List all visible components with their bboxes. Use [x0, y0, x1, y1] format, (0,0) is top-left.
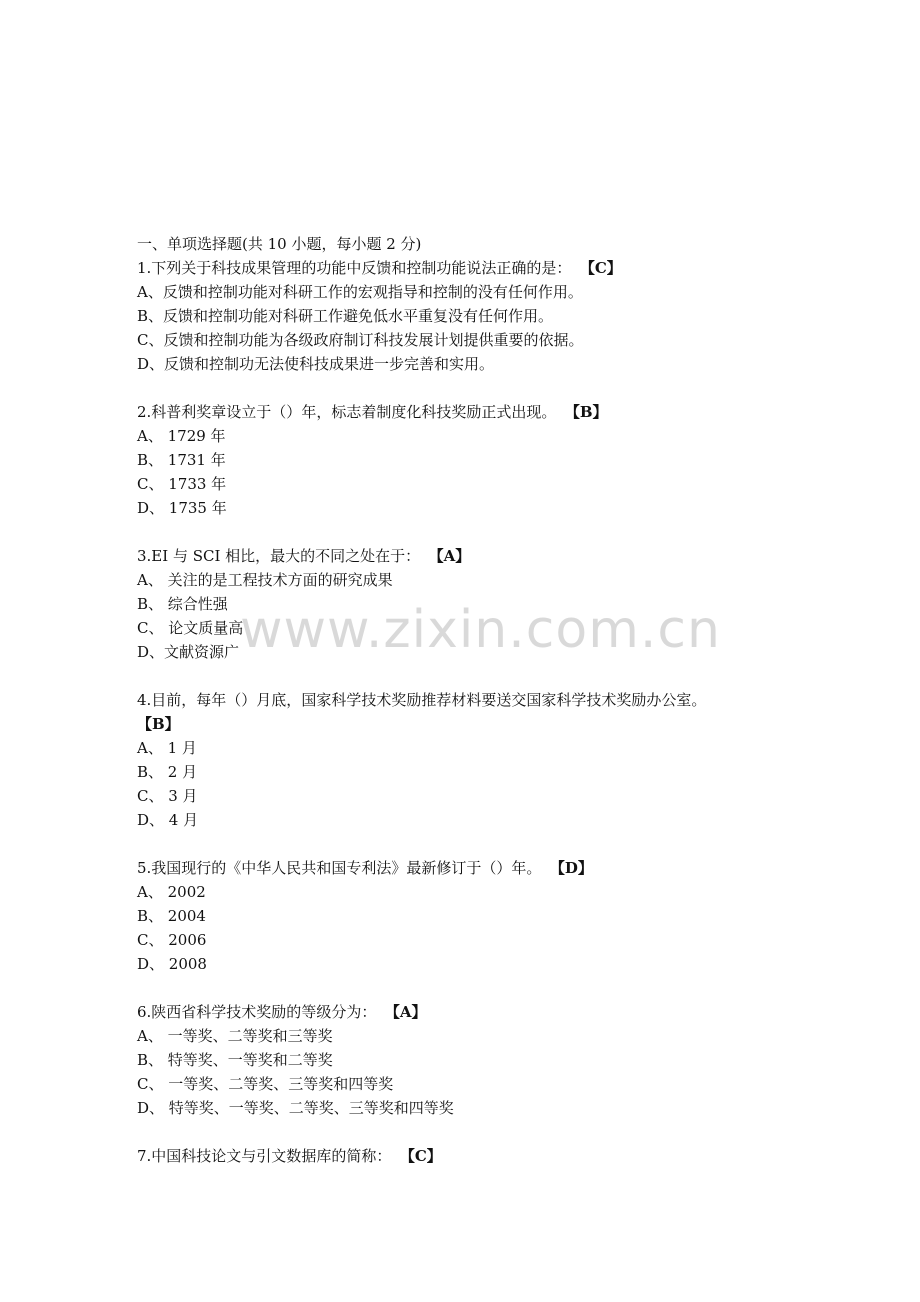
answer-key: 【A】 [392, 1003, 427, 1021]
question-text: 2.科普利奖章设立于（）年，标志着制度化科技奖励正式出现。 [137, 403, 557, 421]
option: A、 1 月 [137, 739, 197, 757]
option: A、 1729 年 [137, 427, 226, 445]
option: C、反馈和控制功能为各级政府制订科技发展计划提供重要的依据。 [137, 331, 584, 349]
option: D、 2008 [137, 955, 207, 973]
spacer [137, 832, 797, 856]
question-text: 7.中国科技论文与引文数据库的简称： [137, 1147, 392, 1165]
spacer [137, 664, 797, 688]
option: B、 综合性强 [137, 595, 228, 613]
option: A、 关注的是工程技术方面的研究成果 [137, 571, 393, 589]
question-stem [137, 544, 797, 568]
section-title: 一、单项选择题(共 10 小题，每小题 2 分) [137, 235, 422, 253]
answer-key [137, 712, 797, 736]
option: B、 1731 年 [137, 451, 226, 469]
option: B、 特等奖、一等奖和二等奖 [137, 1051, 333, 1069]
spacer [137, 976, 797, 1000]
question-stem [137, 400, 797, 424]
question-stem [137, 856, 797, 880]
option: C、 一等奖、二等奖、三等奖和四等奖 [137, 1075, 394, 1093]
answer-key-text: 【B】 [137, 715, 180, 733]
spacer [137, 520, 797, 544]
question-stem [137, 256, 797, 280]
question-text: 1.下列关于科技成果管理的功能中反馈和控制功能说法正确的是： [137, 259, 572, 277]
option: C、 3 月 [137, 787, 198, 805]
option: D、文献资源广 [137, 643, 240, 661]
option: B、反馈和控制功能对科研工作避免低水平重复没有任何作用。 [137, 307, 554, 325]
question-stem [137, 1000, 797, 1024]
answer-key: 【B】 [572, 403, 608, 421]
option: A、 一等奖、二等奖和三等奖 [137, 1027, 333, 1045]
spacer [137, 376, 797, 400]
spacer [137, 1120, 797, 1144]
option: C、 论文质量高 [137, 619, 244, 637]
option: A、反馈和控制功能对科研工作的宏观指导和控制的没有任何作用。 [137, 283, 583, 301]
option: B、 2 月 [137, 763, 198, 781]
document-content [137, 232, 797, 1168]
question-text: 6.陕西省科学技术奖励的等级分为： [137, 1003, 377, 1021]
question-stem: 4.目前，每年（）月底，国家科学技术奖励推荐材料要送交国家科学技术奖励办公室。 [137, 691, 707, 709]
option: B、 2004 [137, 907, 206, 925]
question-text: 3.EI 与 SCI 相比，最大的不同之处在于： [137, 547, 421, 565]
option: D、 4 月 [137, 811, 199, 829]
watermark: www.zixin.com.cn [240, 600, 721, 660]
answer-key: 【A】 [436, 547, 471, 565]
question-stem [137, 1144, 797, 1168]
option: A、 2002 [137, 883, 206, 901]
option: D、 特等奖、一等奖、二等奖、三等奖和四等奖 [137, 1099, 454, 1117]
option: D、反馈和控制功无法使科技成果进一步完善和实用。 [137, 355, 495, 373]
question-text: 5.我国现行的《中华人民共和国专利法》最新修订于（）年。 [137, 859, 542, 877]
option: C、 1733 年 [137, 475, 227, 493]
answer-key: 【C】 [587, 259, 622, 277]
answer-key: 【C】 [407, 1147, 442, 1165]
answer-key: 【D】 [557, 859, 593, 877]
option: C、 2006 [137, 931, 207, 949]
option: D、 1735 年 [137, 499, 227, 517]
